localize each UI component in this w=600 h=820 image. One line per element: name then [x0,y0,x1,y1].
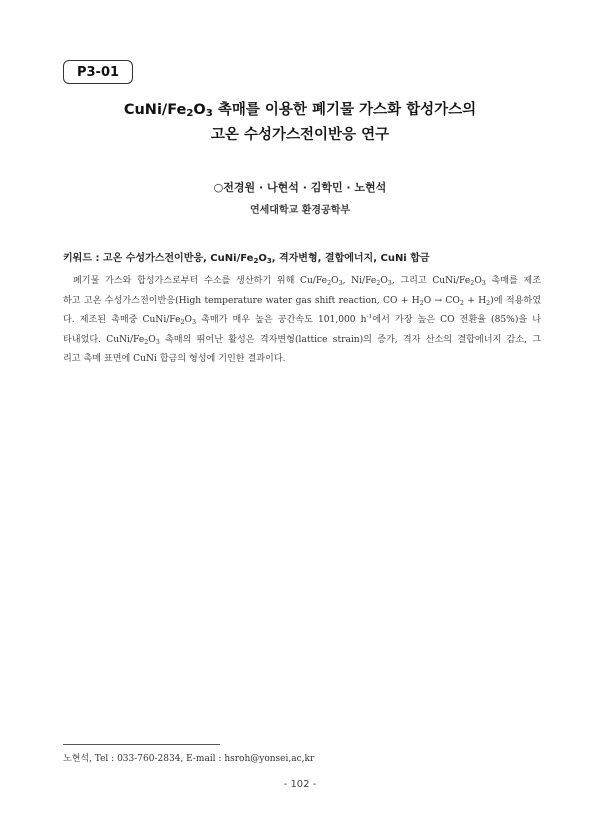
page-number: - 102 - [283,779,317,790]
title-line-1: CuNi/$Fe_2O_3$ 촉매를 이용한 폐기물 가스화 합성가스의 [123,102,477,119]
abstract-line-1: 폐기물 가스와 합성가스로부터 수소를 생산하기 위해 $Cu/Fe_2O_3$, $Ni/Fe_2O_3$, 그리고 CuNi/$Fe_2O_3$ 촉매를 제조 [73,276,541,287]
footnote-divider [63,744,220,745]
corresponding-author-footnote: 노현석, Tel : 033-760-2834, E-mail : hsroh@yonsei,ac,kr [63,754,315,764]
presenter-marker: ○ [213,181,224,194]
abstract [63,272,541,370]
abstract-line-4: 타내었다. CuNi/$Fe_2O_3$ 촉매의 뛰어난 활성은 격자변형(lattice strain)의 증가, 격자 산소의 결합에너지 감소, 그 [63,334,541,346]
title-line-2: 고온 수성가스전이반응 연구 [210,127,390,143]
author-list [0,179,600,195]
abstract-line-3: 다. 제조된 촉매중 CuNi/$Fe_2O_3$ 촉매가 매우 높은 공간속도 101,000 $h^{-1}$에서 가장 높은 CO 전환율 (85%)을 나 [63,314,541,326]
session-code: P3-01 [76,64,120,80]
abstract-line-5: 리고 촉매 표면에 CuNi 합금의 형성에 기인한 결과이다. [63,354,286,364]
keywords: 키워드 : 고온 수성가스전이반응, CuNi/$Fe_2O_3$, 격자변형, 결합에너지, CuNi 합금 [63,253,430,265]
affiliation: 연세대학교 환경공학부 [249,205,351,216]
session-code-box [63,60,133,84]
keywords-label: 키워드 : [63,253,100,264]
abstract-line-2: 하고 고온 수성가스전이반응(High temperature water gas shift reaction, CO + $H_2O \to CO_2 + H_2$)에 적용하였 [63,295,541,307]
authors-text: 전경원 · 나현석 · 김학민 · 노현석 [223,181,387,194]
